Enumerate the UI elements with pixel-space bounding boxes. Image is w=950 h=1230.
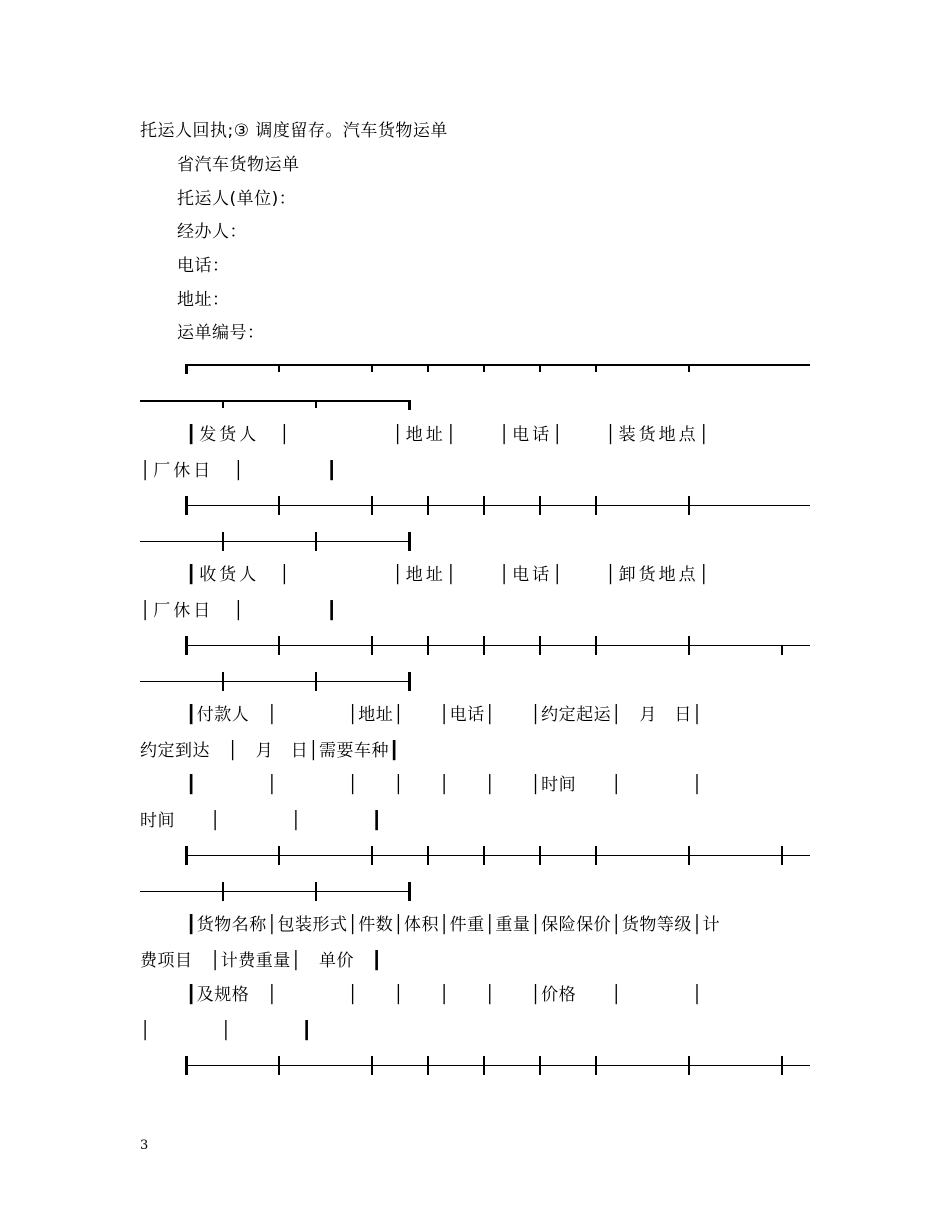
form-title: 省汽车货物运单 — [177, 155, 300, 175]
intro-line: 托运人回执;③ 调度留存。汽车货物运单 — [140, 121, 448, 141]
page-number: 3 — [140, 1138, 149, 1153]
arrival-time-row: 时间 │ │ ┃ — [140, 811, 383, 831]
waybill-number-label: 运单编号： — [177, 323, 265, 343]
payer-time-row: ┃ │ │ │ │ │ │时间 │ │ — [186, 775, 703, 795]
payer-row: ┃付款人 │ │地址│ │电话│ │约定起运│ 月 日│ — [186, 705, 703, 725]
goods-spec-row: ┃及规格 │ │ │ │ │ │价格 │ │ — [186, 985, 703, 1005]
goods-spec-continuation-row: │ │ ┃ — [140, 1021, 313, 1041]
consignor-row: ┃发货人 │ │地址│ │电话│ │装货地点│ — [186, 425, 712, 445]
consignor-rest-day-row: │厂休日 │ ┃ — [140, 461, 340, 481]
phone-label: 电话： — [177, 256, 230, 276]
handler-label: 经办人： — [177, 222, 247, 242]
billing-header-row: 费项目 │计费重量│ 单价 ┃ — [140, 951, 383, 971]
agreed-arrival-row: 约定到达 │ 月 日│需要车种┃ — [140, 741, 400, 761]
consignee-row: ┃收货人 │ │地址│ │电话│ │卸货地点│ — [186, 565, 712, 585]
consignee-rest-day-row: │厂休日 │ ┃ — [140, 601, 340, 621]
address-label: 地址： — [177, 290, 230, 310]
shipper-unit-label: 托运人(单位)： — [177, 189, 297, 209]
goods-header-row: ┃货物名称│包装形式│件数│体积│件重│重量│保险保价│货物等级│计 — [186, 915, 721, 935]
